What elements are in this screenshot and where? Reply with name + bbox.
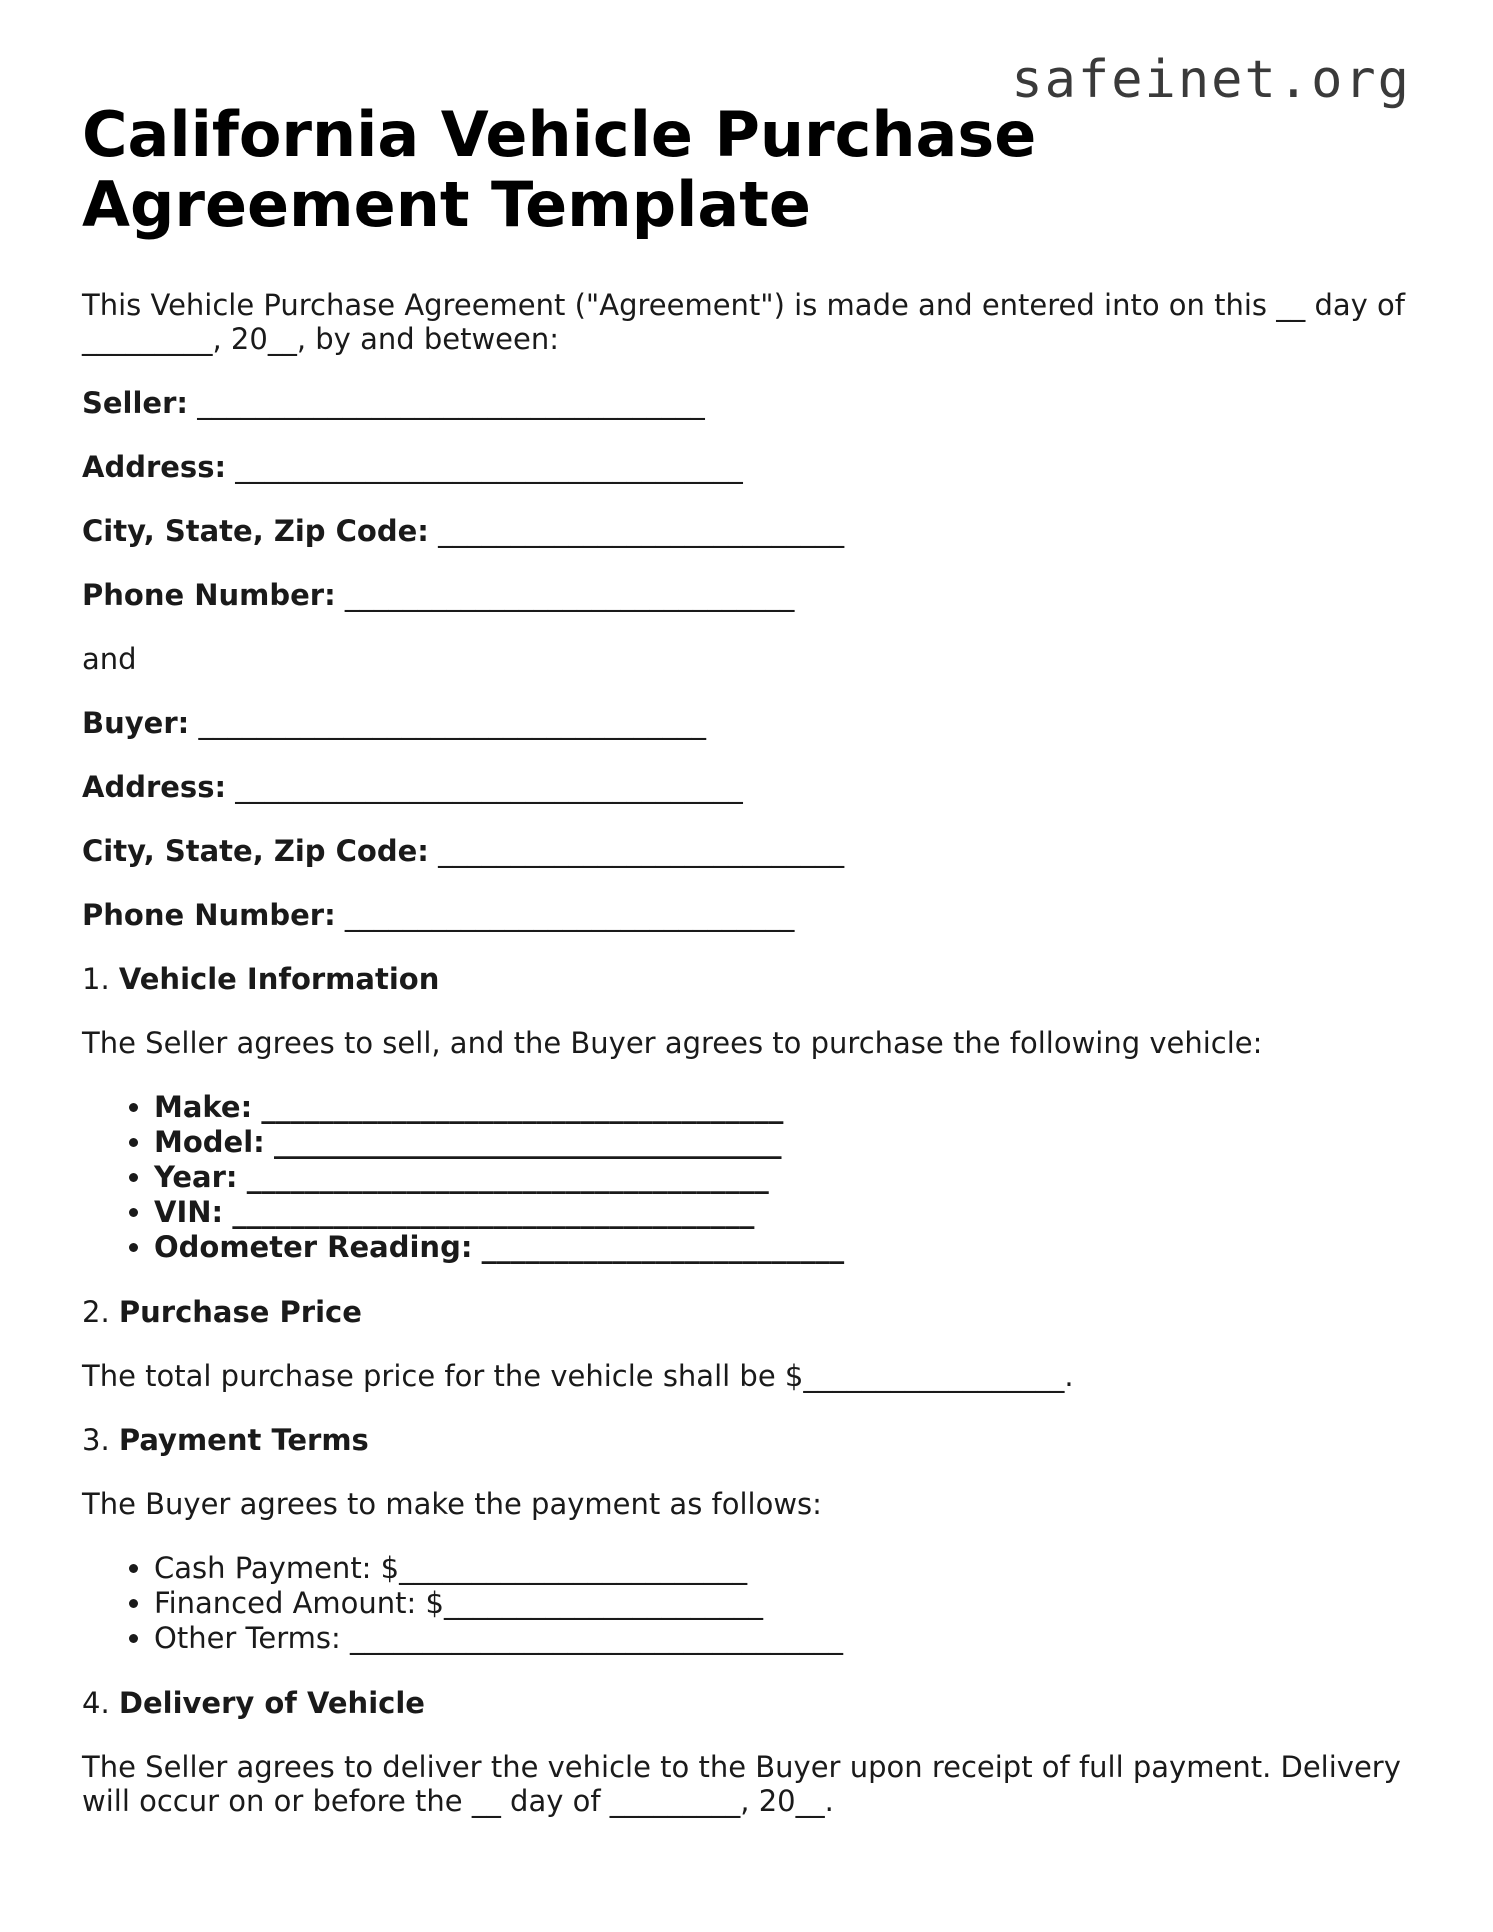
item-label: Year:: [154, 1160, 238, 1194]
list-item-model: [154, 1125, 1412, 1160]
section-title: Delivery of Vehicle: [118, 1686, 425, 1720]
field-label: Seller:: [82, 386, 189, 420]
field-label: Phone Number:: [82, 898, 336, 932]
blank-line: _______________________________: [344, 578, 795, 612]
watermark: safeinet.org: [1011, 50, 1411, 110]
item-label: Odometer Reading:: [154, 1230, 473, 1264]
field-label: Buyer:: [82, 706, 190, 740]
section-title: Payment Terms: [118, 1423, 369, 1457]
blank-line: ___________________________________: [235, 450, 743, 484]
section-number: 4.: [82, 1686, 110, 1720]
section-number: 3.: [82, 1423, 110, 1457]
section-title: Vehicle Information: [118, 962, 440, 996]
section-number: 1.: [82, 962, 110, 996]
section-2-heading: [82, 1295, 1412, 1329]
list-item-vin: [154, 1195, 1412, 1230]
list-item-odometer: [154, 1230, 1412, 1265]
section-2-text: The total purchase price for the vehicle shall be $__________________.: [82, 1359, 1074, 1393]
section-4-heading: [82, 1686, 1412, 1720]
item-label: VIN:: [154, 1195, 224, 1229]
blank-line: ____________________________________: [261, 1090, 784, 1124]
seller-city-field: [82, 514, 1412, 548]
section-4-text: The Seller agrees to deliver the vehicle to the Buyer upon receipt of full payment. Delivery will occur on or before the __ day of _________, 20__.: [82, 1750, 1401, 1818]
list-item-other: • Other Terms: __________________________________: [154, 1621, 1412, 1656]
field-label: City, State, Zip Code:: [82, 834, 429, 868]
section-number: 2.: [82, 1295, 110, 1329]
section-1-text: The Seller agrees to sell, and the Buyer agrees to purchase the following vehicle:: [82, 1026, 1263, 1060]
blank-line: ___________________________________: [197, 386, 705, 420]
seller-phone-field: [82, 578, 1412, 612]
blank-line: ___________________________________: [198, 706, 706, 740]
list-item-financed: • Financed Amount: $______________________: [154, 1586, 1412, 1621]
section-3-heading: [82, 1423, 1412, 1457]
buyer-city-field: [82, 834, 1412, 868]
blank-line: ____________________________: [438, 834, 845, 868]
field-label: Address:: [82, 770, 227, 804]
seller-name-field: [82, 386, 1412, 420]
blank-line: _________________________: [481, 1230, 845, 1264]
page-title: California Vehicle Purchase Agreement Template: [82, 98, 1037, 241]
and-text: and: [82, 642, 137, 676]
buyer-address-field: [82, 770, 1412, 804]
section-1-heading: [82, 962, 1412, 996]
list-item-make: [154, 1090, 1412, 1125]
buyer-phone-field: [82, 898, 1412, 932]
blank-line: ____________________________________: [246, 1160, 769, 1194]
field-label: Phone Number:: [82, 578, 336, 612]
list-item-cash: • Cash Payment: $________________________: [154, 1551, 1412, 1586]
seller-address-field: [82, 450, 1412, 484]
blank-line: ___________________________________: [235, 770, 743, 804]
blank-line: _______________________________: [344, 898, 795, 932]
item-label: Make:: [154, 1090, 253, 1124]
intro-paragraph: This Vehicle Purchase Agreement ("Agreement") is made and entered into on this __ day of _________, 20__, by and between:: [82, 288, 1405, 356]
blank-line: ____________________________: [438, 514, 845, 548]
blank-line: ____________________________________: [232, 1195, 755, 1229]
list-item-year: [154, 1160, 1412, 1195]
buyer-name-field: [82, 706, 1412, 740]
field-label: City, State, Zip Code:: [82, 514, 429, 548]
vehicle-info-list: [82, 1090, 1412, 1265]
item-label: Model:: [154, 1125, 265, 1159]
section-title: Purchase Price: [118, 1295, 362, 1329]
section-3-text: The Buyer agrees to make the payment as follows:: [82, 1487, 822, 1521]
document-body: [82, 100, 1412, 1818]
payment-terms-list: [82, 1551, 1412, 1656]
field-label: Address:: [82, 450, 227, 484]
blank-line: ___________________________________: [273, 1125, 782, 1159]
